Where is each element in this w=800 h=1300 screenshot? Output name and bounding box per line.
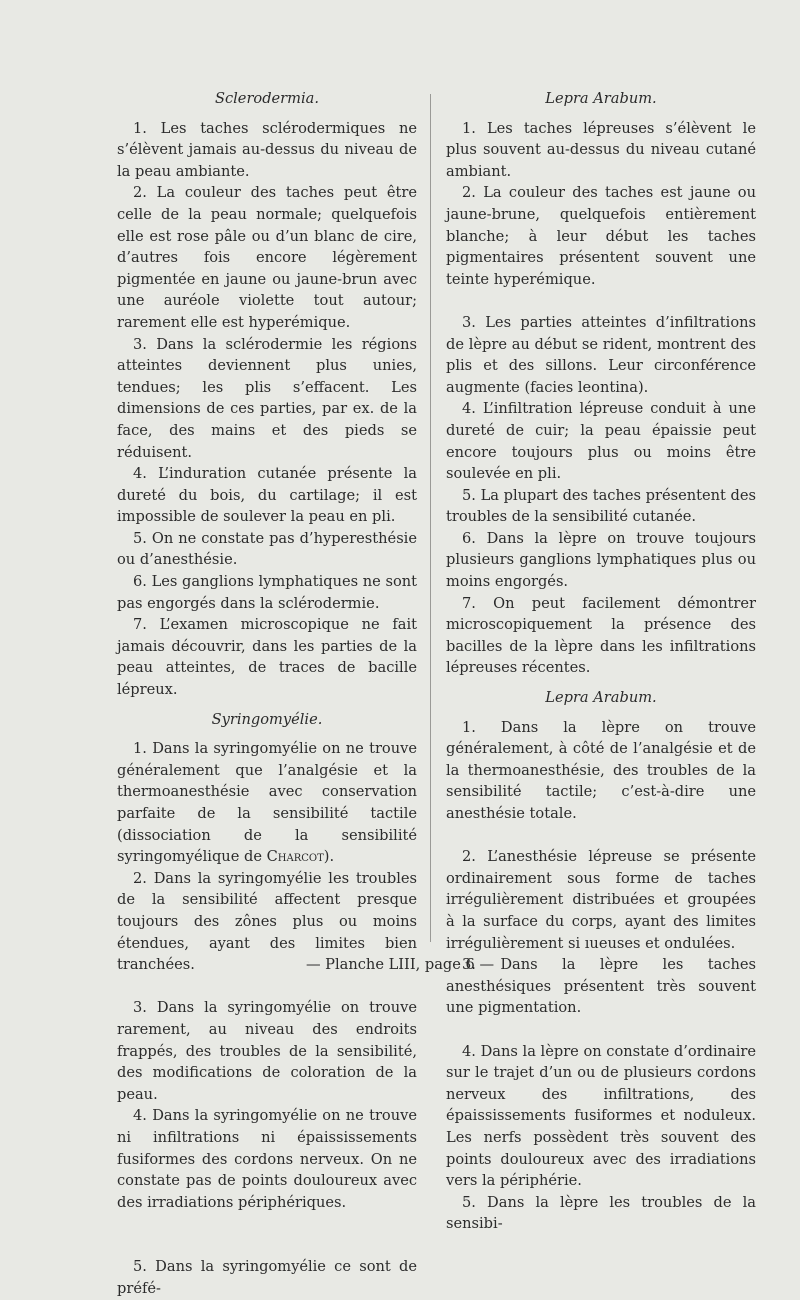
left-section-paragraph-2: 2. Dans la syringomyélie les troubles de la sensibilité affectent presque toujours des zônes plus ou moins étendues, ayant des limites bien tranchées. bbox=[117, 869, 417, 974]
right-column bbox=[446, 88, 756, 1235]
right-paragraph-4: 4. L’infiltration lépreuse conduit à une dureté de cuir; la peau épaissie peut encore toujours plus ou moins être soulevée en pli. bbox=[446, 400, 756, 483]
left-paragraph-4: 4. L’induration cutanée présente la dureté du bois, du cartilage; il est impossible de soulever la peau en pli. bbox=[117, 465, 417, 526]
spacer bbox=[117, 1213, 417, 1235]
left-column bbox=[117, 88, 417, 1300]
left-paragraph-1: 1. Les taches sclérodermiques ne s’élèvent jamais au-dessus du niveau de la peau ambiante. bbox=[117, 119, 417, 180]
left-paragraph-2: 2. La couleur des taches peut être celle de la peau normale; quelquefois elle est rose pâle ou d’un blanc de cire, d’autres fois encore légèrement pigmentée en jaune ou jaune-brun avec une auréole violette tout autour; rarement elle est hyperémique. bbox=[117, 184, 417, 331]
right-heading: Lepra Arabum. bbox=[545, 90, 657, 107]
right-section-paragraph-4: 4. Dans la lèpre on constate d’ordinaire sur le trajet d’un ou de plusieurs cordons nerveux des infiltrations, des épaississements fusiformes et noduleux. Les nerfs possèdent très souvent des points douloureux avec des irradiations vers la périphérie. bbox=[446, 1042, 756, 1190]
page-footer: — Planche LIII, page 6 — bbox=[305, 956, 495, 973]
right-section-paragraph-1: 1. Dans la lèpre on trouve généralement, à côté de l’analgésie et de la thermoanesthésie, des troubles de la sensibilité tactile; c’est-à-dire une anesthésie totale. bbox=[446, 718, 756, 822]
right-section-paragraph-5: 5. Dans la lèpre les troubles de la sensibi- bbox=[446, 1193, 756, 1233]
author-name: Charcot bbox=[266, 848, 324, 866]
right-paragraph-6: 6. Dans la lèpre on trouve toujours plusieurs ganglions lymphatiques plus ou moins engorgés. bbox=[446, 529, 756, 591]
left-s1-end: ). bbox=[323, 848, 335, 866]
left-paragraph-7: 7. L’examen microscopique ne fait jamais découvrir, dans les parties de la peau atteintes, de traces de bacille lépreux. bbox=[117, 616, 417, 699]
left-section-paragraph-1 bbox=[117, 738, 417, 868]
spacer bbox=[446, 290, 756, 312]
left-heading: Sclerodermia. bbox=[214, 90, 320, 107]
left-paragraph-5: 5. On ne constate pas d’hyperesthésie ou d’anesthésie. bbox=[117, 529, 417, 569]
left-section-paragraph-5: 5. Dans la syringomyélie ce sont de préfé- bbox=[117, 1258, 417, 1298]
right-paragraph-1: 1. Les taches lépreuses s’élèvent le plus souvent au-dessus du niveau cutané ambiant. bbox=[446, 119, 756, 180]
left-section-paragraph-3: 3. Dans la syringomyélie on trouve rarement, au niveau des endroits frappés, des troubles de la sensibilité, des modifications de coloration de la peau. bbox=[117, 999, 417, 1103]
right-paragraph-7: 7. On peut facilement démontrer microscopiquement la présence des bacilles de la lèpre dans les infiltrations lépreuses récentes. bbox=[446, 594, 756, 677]
left-heading-2: Syringomyélie. bbox=[211, 710, 323, 728]
spacer bbox=[117, 1235, 417, 1257]
right-section-paragraph-2: 2. L’anesthésie lépreuse se présente ordinairement sous forme de taches irrégulièrement distribuées et groupées à la surface du corps, ayant des limites irrégulièrement si ıueuses et ondulées. bbox=[446, 848, 756, 952]
column-divider bbox=[430, 94, 431, 942]
left-section-paragraph-4: 4. Dans la syringomyélie on ne trouve ni infiltrations ni épaississements fusiformes des cordons nerveux. On ne constate pas de points douloureux avec des irradiations périphériques. bbox=[117, 1107, 417, 1211]
right-heading-2: Lepra Arabum. bbox=[545, 689, 657, 707]
right-section-paragraph-3: 3. Dans la lèpre les taches anesthésiques présentent très souvent une pigmentation. bbox=[446, 956, 756, 1017]
right-paragraph-2: 2. La couleur des taches est jaune ou jaune-brune, quelquefois entièrement blanche; à leur début les taches pigmentaires présentent souvent une teinte hyperémique. bbox=[446, 184, 756, 288]
spacer bbox=[446, 825, 756, 847]
spacer bbox=[446, 1019, 756, 1041]
right-paragraph-3: 3. Les parties atteintes d’infiltrations de lèpre au début se rident, montrent des plis et des sillons. Leur circonférence augmente (facies leontina). bbox=[446, 313, 756, 396]
left-paragraph-3: 3. Dans la sclérodermie les régions atteintes deviennent plus unies, tendues; les plis s’effacent. Les dimensions de ces parties, par ex. de la face, des mains et des pieds se réduisent. bbox=[117, 335, 417, 461]
right-paragraph-5: 5. La plupart des taches présentent des troubles de la sensibilité cutanée. bbox=[446, 486, 756, 526]
left-s1-text: 1. Dans la syringomyélie on ne trouve généralement que l’analgésie et la thermoanesthésie avec conservation parfaite de la sensibilité tactile (dissociation de la sensibilité syringomyélique de bbox=[117, 740, 417, 866]
spacer bbox=[117, 976, 417, 998]
left-paragraph-6: 6. Les ganglions lymphatiques ne sont pas engorgés dans la sclérodermie. bbox=[117, 573, 417, 612]
